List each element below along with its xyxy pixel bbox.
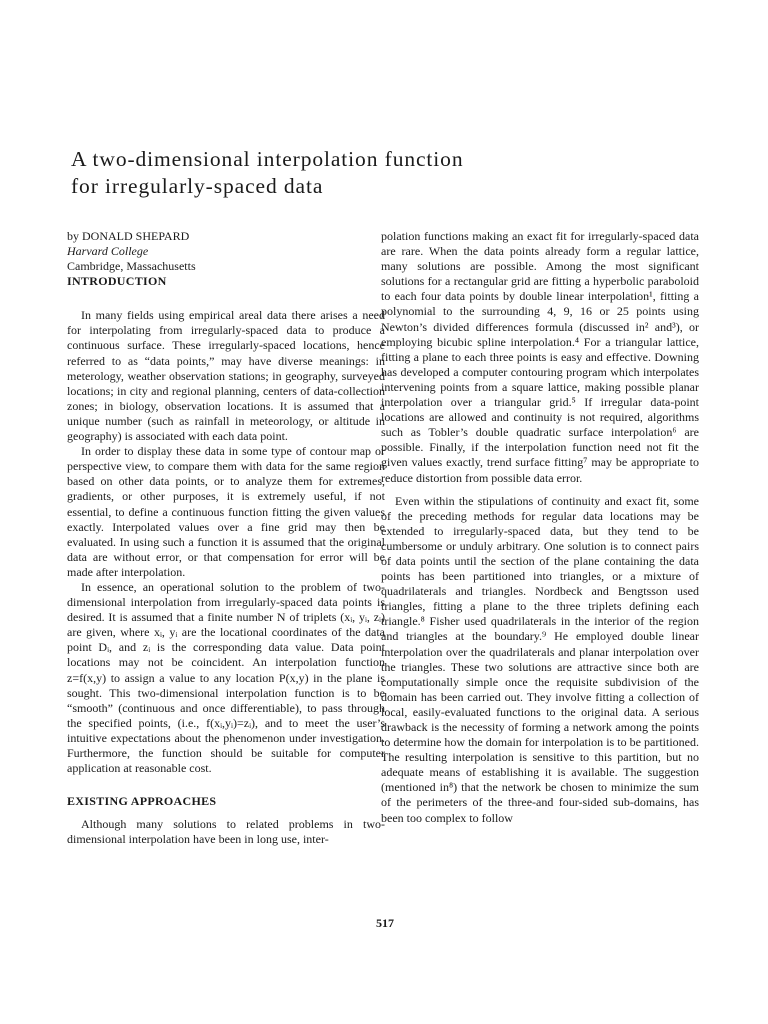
paragraph-existing-1: Although many solutions to related problems in two-dimensional interpolation have been in long use, inter- bbox=[67, 817, 385, 847]
paragraph-intro-2: In order to display these data in some type of contour map or perspective view, to compare them with data for the same region based on other data points, or to analyze them for extremes, gradients, or other purposes, it is extremely useful, if not essential, to define a continuous function fitting the given values exactly. Interpolated values over a fine grid may then be evaluated. In using such a function it is assumed that the original data are without error, or that compensation for error will be made after interpolation. bbox=[67, 444, 385, 579]
title-line-1: A two-dimensional interpolation function bbox=[71, 147, 464, 171]
paragraph-intro-1: In many fields using empirical areal data there arises a need for interpolating from irregularly-spaced data to produce a continuous surface. These irregularly-spaced locations, hence referred to as “data points,” may have diverse meanings: in meterology, weather observation stations; in geography, surveyed locations; in city and regional planning, centers of data-collection zones; in biology, observation locations. It is assumed that a unique number (such as rainfall in meteorology, or altitude in geography) is associated with each data point. bbox=[67, 308, 385, 444]
section-heading-existing-approaches: EXISTING APPROACHES bbox=[67, 794, 217, 809]
page-number: 517 bbox=[376, 916, 394, 930]
paragraph-right-1: polation functions making an exact fit for irregularly-spaced data are rare. When the data points already form a regular lattice, many solutions are possible. Among the most significant solutions for a rectangular grid are fitting a hyperbolic paraboloid to each four data points by double linear interpolation¹, fitting a polynomial to the surrounding 4, 9, 16 or 25 points using Newton’s divided differences formula (discussed in² and³), or employing bicubic spline interpolation.⁴ For a triangular lattice, fitting a plane to each three points is easy and effective. Downing has developed a computer contouring program which interpolates intervening points from a square lattice, making possible planar interpolation over a triangular grid.⁵ If irregular data-point locations are allowed and continuity is not required, algorithms such as Tobler’s double quadratic surface interpolation⁶ are possible. Finally, if the interpolation function need not fit the given values exactly, trend surface fitting⁷ may be appropriate to reduce distortion from possible data error. bbox=[381, 229, 699, 485]
author-name: by DONALD SHEPARD bbox=[67, 229, 190, 243]
author-location: Cambridge, Massachusetts bbox=[67, 259, 196, 274]
paragraph-right-2: Even within the stipulations of continuity and exact fit, some of the preceding methods for regular data locations may be extended to irregularly-spaced data, but they tend to be cumbersome or unduly arbitrary. One solution is to connect pairs of data points until the section of the plane containing the data points has been partitioned into triangles, or a mixture of quadrilaterals and triangles. Nordbeck and Bengtsson used triangles, fitting a plane to the three triplets defining each triangle.⁸ Fisher used quadrilaterals in the interior of the region and triangles at the boundary.⁹ He employed double linear interpolation over the quadrilaterals and planar interpolation over the triangles. These two solutions are attractive since both are computationally simple once the requisite subdivision of the domain has been carried out. They involve fitting a collection of local, easily-evaluated functions to the original data. A serious drawback is the necessity of forming a network among the points to determine how the domain for interpolation is to be partitioned. The resulting interpolation is sensitive to this partition, but no adequate means of establishing it is available. The suggestion (mentioned in⁸) that the network be chosen to minimize the sum of the perimeters of the three-and four-sided sub-domains, has been too complex to follow bbox=[381, 493, 699, 825]
paper-title bbox=[71, 146, 711, 200]
section-heading-introduction: INTRODUCTION bbox=[67, 274, 167, 289]
right-column bbox=[381, 229, 699, 826]
author-affiliation: Harvard College bbox=[67, 244, 149, 259]
left-column bbox=[67, 229, 385, 847]
title-line-2: for irregularly-spaced data bbox=[71, 174, 324, 198]
paragraph-intro-3: In essence, an operational solution to the problem of two-dimensional interpolation from irregularly-spaced data points is desired. It is assumed that a finite number N of triplets (xᵢ, yᵢ, zᵢ) are given, where xᵢ, yᵢ are the locational coordinates of the data point Dᵢ, and zᵢ is the corresponding data value. Data point locations may not be coincident. An interpolation function z=f(x,y) to assign a value to any location P(x,y) in the plane is sought. This two-dimensional interpolation function is to be “smooth” (continuous and once differentiable), to pass through the specified points, (i.e., f(xᵢ,yᵢ)=zᵢ), and to meet the user’s intuitive expectations about the phenomenon under investigation. Furthermore, the function should be suitable for computer application at reasonable cost. bbox=[67, 579, 385, 776]
